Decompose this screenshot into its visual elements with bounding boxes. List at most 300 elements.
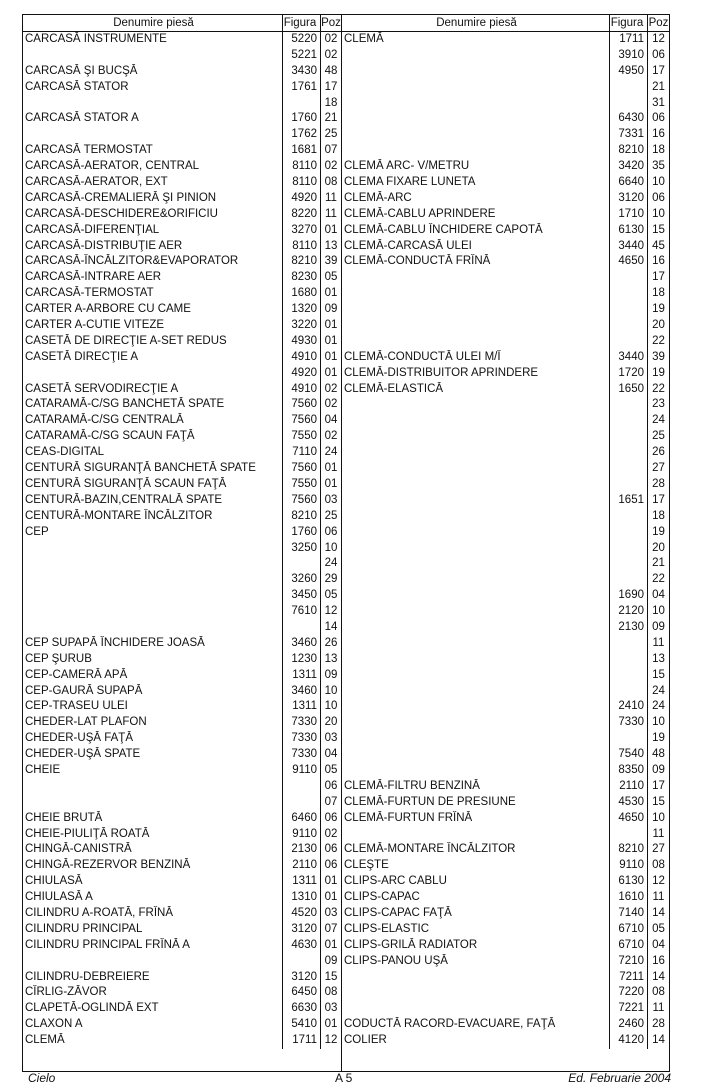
part-name [342,572,609,588]
table-row [342,779,669,795]
position-number: 10 [647,604,669,620]
table-row [342,970,669,986]
part-name [342,827,609,843]
table-row [23,127,341,143]
part-name [23,604,282,620]
figure-number: 1720 [609,366,647,382]
table-row [342,1001,669,1017]
table-row [23,842,341,858]
part-name [342,318,609,334]
table-row [342,938,669,954]
part-name [342,604,609,620]
part-name [342,541,609,557]
figure-number: 4910 [282,382,320,398]
table-row [342,874,669,890]
table-row [342,541,669,557]
part-name: CARCASĂ-AERATOR, CENTRAL [25,160,200,173]
position-number: 19 [647,525,669,541]
part-name: CATARAMĂ-C/SG SCAUN FAŢĂ [25,430,195,443]
figure-number [609,541,647,557]
figure-number: 7331 [609,127,647,143]
part-name: CLEMĂ-CARCASĂ ULEI [344,239,472,252]
table-row [23,811,341,827]
figure-number: 7540 [609,747,647,763]
table-row [342,985,669,1001]
figure-number [609,525,647,541]
part-name: CARCASĂ-TERMOSTAT [25,287,154,300]
figure-number: 7211 [609,970,647,986]
part-name: CODUCTĂ RACORD-EVACUARE, FAŢĂ [344,1018,556,1031]
table-row [23,1017,341,1033]
table-row [342,159,669,175]
figure-number [282,954,320,970]
position-number: 24 [647,699,669,715]
part-name: CENTURĂ-BAZIN,CENTRALĂ SPATE [25,493,223,506]
table-row [342,127,669,143]
table-row [342,366,669,382]
table-row [23,1033,341,1049]
table-row [342,191,669,207]
part-name [23,588,282,604]
figure-number: 2460 [609,1017,647,1033]
figure-number: 8110 [282,239,320,255]
part-name: CEP-TRASEU ULEI [25,700,128,713]
position-number: 09 [320,668,341,684]
part-name [342,556,609,572]
position-number: 18 [647,286,669,302]
position-number: 03 [320,493,341,509]
position-number: 15 [320,970,341,986]
table-row [23,763,341,779]
position-number: 14 [647,970,669,986]
figure-number: 4520 [282,906,320,922]
table-row [342,890,669,906]
part-name [342,668,609,684]
position-number: 31 [647,96,669,112]
position-number: 12 [647,32,669,48]
table-row [342,445,669,461]
position-number: 10 [320,541,341,557]
part-name [342,286,609,302]
table-row [23,938,341,954]
position-number: 05 [320,270,341,286]
position-number: 20 [647,318,669,334]
part-name: CATARAMĂ-C/SG CENTRALĂ [25,414,184,427]
part-name [23,96,282,112]
position-number: 09 [647,620,669,636]
part-name: CLIPS-CAPAC [344,891,420,904]
figure-number: 1651 [609,493,647,509]
table-row [23,509,341,525]
table-row [342,302,669,318]
part-name: CATARAMĂ-C/SG BANCHETĂ SPATE [25,398,225,411]
figure-number [609,286,647,302]
table-row [23,985,341,1001]
position-number: 06 [320,858,341,874]
table-row [342,684,669,700]
table-row [23,254,341,270]
part-name [342,111,609,127]
position-number: 24 [647,413,669,429]
table-row [23,827,341,843]
part-name [342,636,609,652]
header-name: Denumire piesă [436,17,517,29]
figure-number: 9110 [282,827,320,843]
position-number: 12 [320,604,341,620]
table-row [23,652,341,668]
table-row [342,286,669,302]
figure-number: 1650 [609,382,647,398]
header-position: Poz [648,17,669,29]
table-row [342,48,669,64]
table-row [23,779,341,795]
table-row [342,668,669,684]
part-name: CHEIE [25,763,61,776]
position-number: 14 [647,906,669,922]
figure-number [609,684,647,700]
table-row [23,80,341,96]
position-number: 01 [320,223,341,239]
part-name [342,461,609,477]
figure-number [609,731,647,747]
table-row [342,175,669,191]
table-row [342,572,669,588]
part-name: CLEMĂ-CONDUCTĂ FRÎNĂ [344,255,491,268]
part-name: CASETĂ SERVODIRECŢIE A [25,382,179,395]
figure-number: 3460 [282,636,320,652]
figure-number: 4650 [609,254,647,270]
figure-number: 7110 [282,445,320,461]
figure-number: 7560 [282,493,320,509]
position-number: 08 [320,985,341,1001]
table-row [342,763,669,779]
table-row [342,858,669,874]
table-row [23,572,341,588]
table-row [342,493,669,509]
position-number: 18 [647,143,669,159]
table-row [23,207,341,223]
figure-number: 3910 [609,48,647,64]
figure-number: 2130 [282,842,320,858]
header-position: Poz [321,17,341,29]
position-number: 45 [647,239,669,255]
part-name [342,684,609,700]
table-row [23,445,341,461]
table-row [23,668,341,684]
table-row [342,699,669,715]
position-number: 19 [647,302,669,318]
position-number: 26 [647,445,669,461]
table-row [23,620,341,636]
position-number: 21 [647,80,669,96]
figure-number: 4950 [609,64,647,80]
figure-number [282,779,320,795]
figure-number [609,270,647,286]
part-name [342,985,609,1001]
position-number: 02 [320,382,341,398]
figure-number: 1311 [282,874,320,890]
header-figure: Figura [609,15,647,31]
table-row [342,795,669,811]
part-name: CLEŞTE [344,859,389,872]
position-number: 14 [647,1033,669,1049]
part-name: CLEMĂ-CABLU ÎNCHIDERE CAPOTĂ [344,223,543,236]
figure-number: 3420 [609,159,647,175]
table-row [23,556,341,572]
table-row [342,842,669,858]
figure-number: 1761 [282,80,320,96]
table-row [23,604,341,620]
position-number: 07 [320,143,341,159]
table-row [23,541,341,557]
part-name: CLEMĂ [25,1034,65,1047]
part-name: CHINGĂ-REZERVOR BENZINĂ [25,859,191,872]
position-number: 39 [320,254,341,270]
part-name: CARTER A-CUTIE VITEZE [25,319,165,332]
figure-number: 6130 [609,874,647,890]
table-row [23,747,341,763]
position-number: 01 [320,890,341,906]
table-row [342,556,669,572]
table-row [23,699,341,715]
table-row [23,111,341,127]
position-number: 28 [647,477,669,493]
position-number: 16 [647,954,669,970]
table-row [342,239,669,255]
table-row [342,334,669,350]
table-row [342,477,669,493]
part-name: CLAPETĂ-OGLINDĂ EXT [25,1002,159,1015]
figure-number: 7610 [282,604,320,620]
figure-number [609,413,647,429]
table-row [342,1033,669,1049]
figure-number: 2110 [609,779,647,795]
figure-number [282,795,320,811]
table-row [342,954,669,970]
table-row [23,270,341,286]
part-name: CILINDRU-DEBREIERE [25,970,150,983]
figure-number: 9110 [609,858,647,874]
position-number: 22 [647,382,669,398]
figure-number: 1711 [609,32,647,48]
figure-number: 2130 [609,620,647,636]
figure-number: 2120 [609,604,647,620]
table-row [342,64,669,80]
table-row [23,223,341,239]
header-figure: Figura [282,15,320,31]
part-name [342,699,609,715]
table-row [23,143,341,159]
position-number: 01 [320,286,341,302]
table-row [23,382,341,398]
part-name [23,620,282,636]
part-name: CLEMĂ-MONTARE ÎNCĂLZITOR [344,843,516,856]
position-number: 10 [320,684,341,700]
figure-number [282,96,320,112]
position-number: 48 [320,64,341,80]
part-name: CEP SUPAPĂ ÎNCHIDERE JOASĂ [25,636,205,649]
position-number: 11 [320,191,341,207]
position-number: 07 [320,795,341,811]
part-name: CLEMĂ-ARC [344,191,412,204]
part-name: CHINGĂ-CANISTRĂ [25,843,132,856]
table-row [342,747,669,763]
position-number: 10 [647,175,669,191]
part-name [342,302,609,318]
figure-number: 3270 [282,223,320,239]
table-row [23,795,341,811]
table-row [23,636,341,652]
parts-table-right [342,14,670,1072]
table-row [23,302,341,318]
table-row [23,731,341,747]
figure-number: 7550 [282,477,320,493]
part-name: CHEDER-UŞĂ SPATE [25,748,141,761]
figure-number: 6630 [282,1001,320,1017]
table-body [342,32,669,1071]
table-row [342,80,669,96]
figure-number [609,461,647,477]
part-name [342,652,609,668]
figure-number: 1760 [282,525,320,541]
table-header [342,15,669,32]
part-name: CHEIE BRUTĂ [25,811,103,824]
part-name [342,509,609,525]
table-row [342,270,669,286]
part-name [342,525,609,541]
figure-number: 7330 [282,731,320,747]
part-name: CLEMĂ-CABLU APRINDERE [344,207,496,220]
part-name: CEP-CAMERĂ APĂ [25,668,128,681]
part-name [342,96,609,112]
part-name: CARCASĂ-AERATOR, EXT [25,176,168,189]
position-number: 01 [320,366,341,382]
position-number: 01 [320,318,341,334]
table-row [342,429,669,445]
figure-number: 1320 [282,302,320,318]
position-number: 22 [647,572,669,588]
table-row [23,334,341,350]
part-name: CENTURĂ-MONTARE ÎNCĂLZITOR [25,509,213,522]
part-name: CLEMĂ-FURTUN FRÎNĂ [344,811,473,824]
part-name [342,445,609,461]
figure-number: 3260 [282,572,320,588]
figure-number [609,80,647,96]
position-number: 04 [647,588,669,604]
table-row [342,461,669,477]
figure-number [609,509,647,525]
position-number: 04 [320,413,341,429]
part-name [23,541,282,557]
position-number: 23 [647,397,669,413]
table-row [342,636,669,652]
figure-number: 9110 [282,763,320,779]
part-name: CEP [25,525,49,538]
figure-number: 7560 [282,413,320,429]
position-number: 05 [320,588,341,604]
part-name: CLEMĂ-FILTRU BENZINĂ [344,779,480,792]
figure-number: 1711 [282,1033,320,1049]
figure-number: 6640 [609,175,647,191]
figure-number: 3440 [609,239,647,255]
position-number: 06 [320,811,341,827]
position-number: 08 [320,175,341,191]
table-row [23,413,341,429]
position-number: 10 [320,699,341,715]
position-number: 03 [320,906,341,922]
position-number: 06 [320,525,341,541]
figure-number [282,620,320,636]
table-row [342,588,669,604]
footer-page-number: A 5 [335,1071,353,1085]
position-number: 16 [647,127,669,143]
position-number: 13 [647,652,669,668]
table-row [23,906,341,922]
table-row [23,874,341,890]
part-name [23,795,282,811]
table-row [23,922,341,938]
part-name: CHEDER-LAT PLAFON [25,716,147,729]
position-number: 09 [320,302,341,318]
table-row [23,970,341,986]
figure-number: 4930 [282,334,320,350]
figure-number: 6430 [609,111,647,127]
position-number: 01 [320,350,341,366]
table-row [342,731,669,747]
figure-number: 4920 [282,191,320,207]
position-number: 19 [647,731,669,747]
position-number: 17 [647,493,669,509]
position-number: 29 [320,572,341,588]
figure-number: 2410 [609,699,647,715]
table-row [342,382,669,398]
position-number: 26 [320,636,341,652]
figure-number [609,397,647,413]
part-name: CLEMĂ-CONDUCTĂ ULEI M/Î [344,350,501,363]
figure-number: 1710 [609,207,647,223]
part-name: CARCASĂ-ÎNCĂLZITOR&EVAPORATOR [25,255,239,268]
figure-number: 6710 [609,922,647,938]
part-name [342,493,609,509]
position-number: 05 [320,763,341,779]
position-number: 01 [320,874,341,890]
figure-number [609,334,647,350]
position-number: 18 [647,509,669,525]
part-name [342,970,609,986]
table-row [23,366,341,382]
position-number: 19 [647,366,669,382]
figure-number [609,96,647,112]
part-name: CARCASĂ-DIFERENŢIAL [25,223,160,236]
position-number: 21 [320,111,341,127]
position-number: 06 [647,48,669,64]
figure-number: 3430 [282,64,320,80]
part-name [23,127,282,143]
position-number: 10 [647,207,669,223]
table-header [23,15,341,32]
part-name [342,413,609,429]
part-name: CLEMĂ [344,33,384,45]
part-name: CLIPS-PANOU UŞĂ [344,954,448,967]
table-row [23,32,341,48]
figure-number: 7221 [609,1001,647,1017]
part-name: CHIULASĂ A [25,891,93,904]
part-name: CLEMĂ-ELASTICĂ [344,382,444,395]
table-row [342,922,669,938]
part-name [342,477,609,493]
table-row [342,111,669,127]
position-number: 22 [647,334,669,350]
